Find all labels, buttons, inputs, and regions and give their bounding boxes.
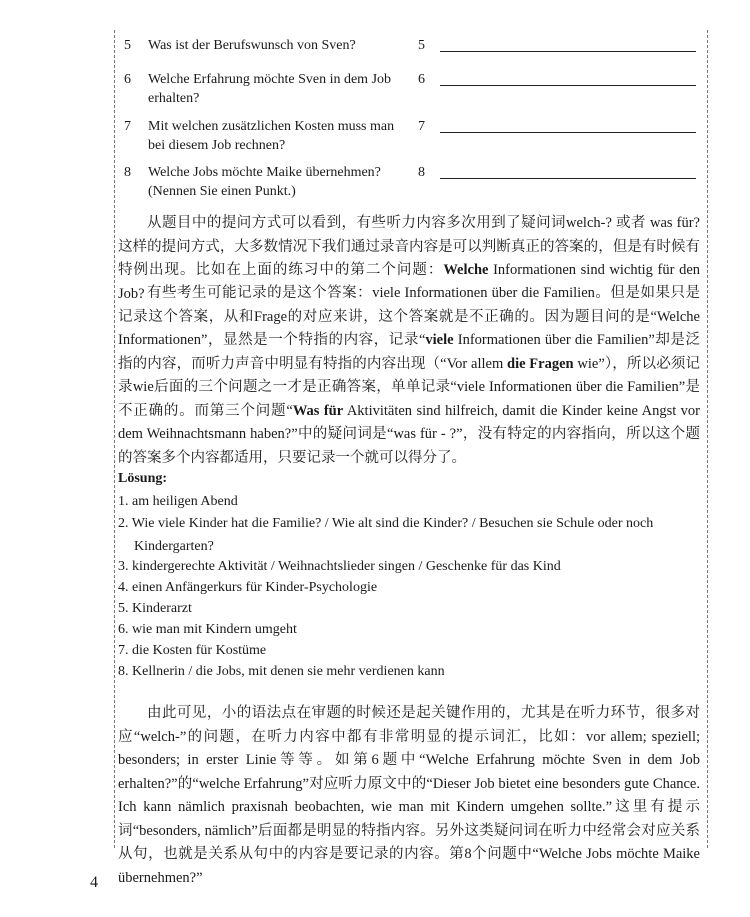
paragraph-text: wie”），所以必须记录wie后面的三个问题之一才是正确答案，单单记录“viele Informationen über die Familien”是不正确的。而第三个问题“ [118, 355, 700, 419]
question-text: Welche Erfahrung möchte Sven in dem Job erhalten? [148, 72, 392, 106]
question-text: Welche Jobs möchte Maike übernehmen? (Nennen Sie einen Punkt.) [148, 165, 381, 199]
solution-item-continuation: Kindergarten? [134, 539, 214, 554]
question-number: 8 [124, 165, 131, 180]
paragraph-conclusion: 由此可见，小的语法点在审题的时候还是起关键作用的，尤其是在听力环节，很多对应“welch-”的问题，在听力内容中都有非常明显的提示词汇，比如：vor allem; speziell; besonders; in erster Linie等等。如第6题中“Welche Erfahrung möchte Sven in dem Job erhalten?”的“welche Erfahrung”对应听力原文中的“Dieser Job bietet eine besonders gute Chance. Ich kann nämlich praxisnah beobachten, wie man mit Kindern umgehen sollte.”这里有提示词“besonders, nämlich”后面都是明显的特指内容。另外这类疑问词在听力中经常会对应关系从句，也就是关系从句中的内容是要记录的内容。第8个问题中“Welche Jobs möchte Maike übernehmen?” [118, 705, 700, 886]
answer-number: 7 [418, 119, 425, 134]
paragraph-text: Informationen sind wichtig für den Job? [118, 262, 701, 302]
solution-item [118, 512, 702, 558]
solution-item: 3. kindergerechte Aktivität / Weihnachtslieder singen / Geschenke für das Kind [118, 559, 561, 574]
question-text: Was ist der Berufswunsch von Sven? [148, 38, 356, 53]
question-number: 5 [124, 38, 131, 53]
paragraph-text: 有些考生可能记录的是这个答案：viele Informationen über die Familien。但是如果只是记录这个答案，从和Frage的对应来讲，这个答案就是不正确的。因为题目问的是“Welche Informationen”，显然是一个特指的内容，记录“ [118, 285, 700, 348]
answer-line[interactable] [440, 132, 696, 133]
page-number: 4 [90, 874, 98, 891]
answer-line[interactable] [440, 85, 696, 86]
answer-line[interactable] [440, 178, 696, 179]
solution-item: 6. wie man mit Kindern umgeht [118, 622, 297, 637]
answer-number: 8 [418, 165, 425, 180]
solution-item: 5. Kinderarzt [118, 601, 192, 616]
bold-term: Welche [443, 262, 489, 278]
paragraph-text: 从题目中的提问方式可以看到，有些听力内容多次用到了疑问词welch-? 或者 was für? 这样的提问方式，大多数情况下我们通过录音内容是可以判断真正的答案的，但是有时候有特例出现。比如在上面的练习中的第二个问题： [118, 215, 700, 278]
question-text: Mit welchen zusätzlichen Kosten muss man bei diesem Job rechnen? [148, 119, 395, 153]
solution-item-text: 2. Wie viele Kinder hat die Familie? / Wie alt sind die Kinder? / Besuchen sie Schule oder noch [118, 516, 654, 531]
solution-item: 8. Kellnerin / die Jobs, mit denen sie mehr verdienen kann [118, 664, 445, 679]
answer-number: 6 [418, 72, 425, 87]
bold-term: Was für [292, 402, 344, 419]
paragraph-text: Aktivitäten sind hilfreich, damit die Kinder keine Angst vor dem Weihnachtsmann haben?”中的疑问词是“was für - ?”，没有特定的内容指向，所以这个题的答案多个内容都适用，只要记录一个就可以得分了。 [118, 402, 701, 466]
paragraph-explanation [118, 282, 700, 470]
solution-item: 1. am heiligen Abend [118, 494, 238, 509]
paragraph-text: Informationen über die Familien”却是泛指的内容，而听力声音中明显有特指的内容出现（“Vor allem [118, 332, 700, 372]
question-number: 6 [124, 72, 131, 87]
bold-term: die Fragen [507, 355, 574, 372]
solution-item: 7. die Kosten für Kostüme [118, 643, 267, 658]
solution-title: Lösung: [118, 471, 168, 486]
solution-item: 4. einen Anfängerkurs für Kinder-Psychologie [118, 580, 378, 595]
question-number: 7 [124, 119, 131, 134]
bold-term: viele [425, 332, 454, 348]
answer-number: 5 [418, 38, 425, 53]
answer-line[interactable] [440, 51, 696, 52]
